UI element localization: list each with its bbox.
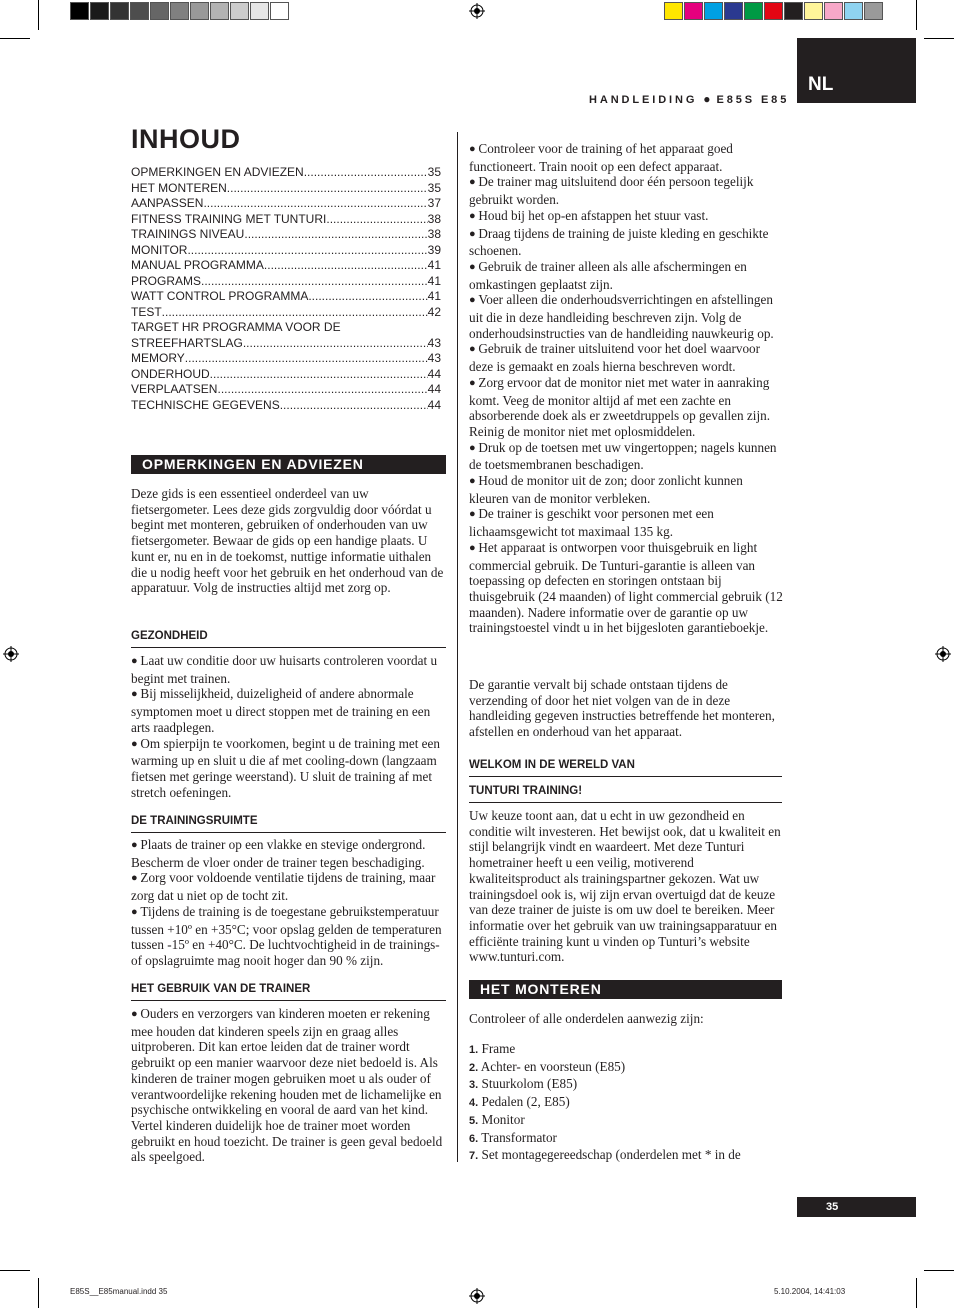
welkom-text: Uw keuze toont aan, dat u echt in uw gezondheid en conditie wilt investeren. Het bewijst ook, dat u kwaliteit en stijl belangrijk vindt en waardeert. Met deze Tunturi hometrainer heeft u een veilig, motiverend kwaliteitsproduct als trainingspartner gekozen. Wat uw trainingsdoel ook is, wij zijn ervan overtuigd dat de keuze van deze trainer de juiste is om uw doel te bereiken. Meer informatie over het gebruik van uw trainingsapparatuur en efficiënte training kunt u vinden op Tunturi’s website www.tunturi.com. xyxy=(469,808,781,965)
list-item xyxy=(469,226,785,259)
list-item-text: Om spierpijn te voorkomen, begint u de training met een warming up en sluit u die af met cooling-down (langzaam fietsen met geringe weerstand). U sluit de training af met stretch oefeningen. xyxy=(131,735,440,800)
bullet-icon: ● xyxy=(469,475,479,488)
list-item xyxy=(131,837,447,870)
bullet-icon: ● xyxy=(131,1008,141,1020)
toc-leader xyxy=(203,196,427,212)
gray-swatch xyxy=(210,2,229,20)
crop-mark xyxy=(916,0,917,30)
registration-mark-icon xyxy=(469,1288,485,1304)
toc-label: VERPLAATSEN xyxy=(131,382,218,396)
welkom-paragraph xyxy=(469,808,785,965)
intro-paragraph xyxy=(131,486,447,596)
list-item-text: Houd bij het op-en afstappen het stuur vast. xyxy=(478,207,709,223)
gezondheid-list xyxy=(131,653,447,800)
bullet-icon: ● xyxy=(131,839,141,851)
toc-page: 41 xyxy=(427,273,441,288)
page-title: INHOUD xyxy=(131,124,241,154)
bullet-icon: ● xyxy=(131,872,141,885)
toc-leader xyxy=(304,165,428,181)
subheading-welkom: WELKOM IN DE WERELD VAN xyxy=(469,759,782,777)
list-item-text: Druk op de toetsen met uw vingertoppen; nagels kunnen de toetsmembranen beschadigen. xyxy=(469,439,777,473)
toc-label: AANPASSEN xyxy=(131,196,204,210)
list-item-text: Houd de monitor uit de zon; door zonlicht kunnen kleuren van de monitor verbleken. xyxy=(469,473,743,506)
toc-leader xyxy=(326,212,427,228)
toc-page: 35 xyxy=(427,165,441,179)
part-number: 3. xyxy=(469,1079,479,1092)
toc-entry xyxy=(131,165,441,181)
toc-entry xyxy=(131,243,441,259)
gray-swatch xyxy=(110,2,129,20)
toc-leader xyxy=(201,274,428,290)
toc-leader xyxy=(227,181,428,197)
toc-page: 42 xyxy=(427,304,441,319)
list-item xyxy=(469,375,785,440)
bullet-icon: ● xyxy=(469,376,479,389)
part-label: Stuurkolom (E85) xyxy=(481,1076,578,1092)
crop-mark xyxy=(916,1278,917,1308)
toc-label: PROGRAMS xyxy=(131,273,202,288)
running-head xyxy=(589,92,789,106)
part-number: 4. xyxy=(469,1097,479,1110)
crop-mark xyxy=(38,0,39,30)
registration-mark-icon xyxy=(469,3,485,19)
part-label: Set montagegereedschap (onderdelen met * in de xyxy=(481,1147,741,1163)
part-item xyxy=(469,1041,785,1059)
part-item xyxy=(469,1059,785,1077)
list-item xyxy=(131,736,447,801)
part-label: Frame xyxy=(481,1041,516,1056)
trainingsruimte-list xyxy=(131,837,447,969)
table-of-contents xyxy=(131,165,441,413)
bullet-icon: ● xyxy=(703,92,711,106)
toc-label: HET MONTEREN xyxy=(131,180,227,195)
color-swatch xyxy=(684,2,703,20)
toc-label: ONDERHOUD xyxy=(131,366,210,381)
part-item xyxy=(469,1094,785,1112)
subheading-trainingsruimte: DE TRAININGSRUIMTE xyxy=(131,815,446,833)
color-swatch xyxy=(824,2,843,20)
toc-leader xyxy=(280,398,428,414)
list-item-text: Laat uw conditie door uw huisarts controleren voordat u begint met trainen. xyxy=(131,653,438,686)
part-item xyxy=(469,1076,785,1094)
monteren-intro xyxy=(469,1011,785,1027)
toc-leader xyxy=(243,336,428,352)
footer-timestamp: 5.10.2004, 14:41:03 xyxy=(774,1287,846,1296)
part-label: Transformator xyxy=(481,1129,557,1145)
list-item-text: Zorg voor voldoende ventilatie tijdens de training, maar zorg dat u niet op de tocht zit. xyxy=(131,870,436,904)
toc-leader xyxy=(217,382,427,398)
gray-swatch xyxy=(150,2,169,20)
toc-entry xyxy=(131,227,441,243)
gray-swatch xyxy=(250,2,269,20)
subheading-gezondheid: GEZONDHEID xyxy=(131,630,446,648)
toc-entry xyxy=(131,274,441,290)
list-item-text: Draag tijdens de training de juiste kleding en geschikte schoenen. xyxy=(469,225,769,259)
bullet-icon: ● xyxy=(469,143,479,155)
toc-leader xyxy=(185,351,428,367)
toc-page: 41 xyxy=(427,289,441,303)
toc-label: WATT CONTROL PROGRAMMA xyxy=(131,289,309,303)
bullet-icon: ● xyxy=(469,209,479,222)
toc-page: 38 xyxy=(427,227,441,241)
color-swatch xyxy=(784,2,803,20)
list-item-text: Plaats de trainer op een vlakke en stevige ondergrond. Bescherm de vloer onder de trainer tegen beschadiging. xyxy=(131,837,426,870)
list-item-text: Het apparaat is ontworpen voor thuisgebruik en light commercial gebruik. De Tunturi-garantie is alleen van toepassing op defecten en storingen ontstaan bij thuisgebruik (24 maanden) of light commercial gebruik (12 maanden). Nadere informatie over de garantie op uw trainingstoestel vindt u in het bijgesloten garantieboekje. xyxy=(469,539,783,636)
toc-leader xyxy=(162,305,428,321)
toc-page: 43 xyxy=(427,351,441,365)
color-swatch xyxy=(864,2,883,20)
color-swatch xyxy=(724,2,743,20)
part-item xyxy=(469,1147,785,1165)
gebruik-list xyxy=(131,1006,447,1165)
toc-entry xyxy=(131,382,441,398)
registration-mark-icon xyxy=(3,646,19,662)
toc-label: STREEFHARTSLAG xyxy=(131,335,243,350)
gray-swatch xyxy=(130,2,149,20)
bullet-icon: ● xyxy=(469,541,479,554)
toc-entry xyxy=(131,196,441,212)
list-item xyxy=(469,259,785,292)
column-divider xyxy=(457,132,458,1162)
toc-leader xyxy=(187,243,427,259)
gray-ramp-color-bar xyxy=(70,2,290,20)
list-item xyxy=(469,208,785,226)
gray-swatch xyxy=(230,2,249,20)
process-color-bar xyxy=(664,2,884,20)
toc-page: 41 xyxy=(427,258,441,272)
crop-mark xyxy=(924,1270,954,1271)
part-label: Achter- en voorsteun (E85) xyxy=(480,1058,626,1074)
bullet-icon: ● xyxy=(131,688,141,701)
toc-leader xyxy=(244,227,427,243)
list-item xyxy=(469,473,785,506)
subheading-tunturi-training: TUNTURI TRAINING! xyxy=(469,785,782,803)
toc-page: 44 xyxy=(427,382,441,396)
list-item xyxy=(469,141,785,174)
section-heading-opmerkingen: OPMERKINGEN EN ADVIEZEN xyxy=(131,455,446,474)
toc-page: 38 xyxy=(427,211,441,226)
toc-page: 37 xyxy=(427,196,441,210)
toc-label: MEMORY xyxy=(131,351,185,365)
bullet-icon: ● xyxy=(469,508,479,521)
list-item xyxy=(469,174,785,207)
list-item-text: De trainer is geschikt voor personen met een lichaamsgewicht tot maximaal 135 kg. xyxy=(469,506,714,540)
list-item xyxy=(131,870,447,903)
color-swatch xyxy=(764,2,783,20)
footer-filename: E85S__E85manual.indd 35 xyxy=(70,1287,168,1296)
list-item xyxy=(469,540,785,636)
garantie-paragraph xyxy=(469,677,785,740)
toc-entry xyxy=(131,305,441,321)
toc-entry xyxy=(131,398,441,414)
part-item xyxy=(469,1112,785,1130)
list-item xyxy=(131,686,447,735)
bullet-icon: ● xyxy=(469,294,479,307)
list-item-text: Gebruik de trainer uitsluitend voor het doel waarvoor deze is gemaakt en zoals hierna beschreven wordt. xyxy=(469,341,761,375)
bullet-icon: ● xyxy=(469,227,479,240)
color-swatch xyxy=(744,2,763,20)
toc-entry xyxy=(131,212,441,228)
bullet-icon: ● xyxy=(131,655,141,667)
toc-page: 39 xyxy=(427,242,441,257)
crop-mark xyxy=(0,1270,30,1271)
list-item xyxy=(469,440,785,473)
toc-entry xyxy=(131,320,441,336)
list-item xyxy=(131,653,447,686)
part-number: 5. xyxy=(469,1114,479,1127)
toc-label: MONITOR xyxy=(131,242,188,257)
gray-swatch xyxy=(70,2,89,20)
list-item xyxy=(469,292,785,341)
toc-page: 43 xyxy=(427,335,441,350)
toc-entry xyxy=(131,258,441,274)
language-tab xyxy=(797,38,916,103)
toc-page: 35 xyxy=(427,180,441,195)
toc-label: TRAININGS NIVEAU xyxy=(131,227,245,241)
running-head-title: HANDLEIDING xyxy=(589,94,698,106)
gray-swatch xyxy=(190,2,209,20)
bullet-icon: ● xyxy=(469,260,479,273)
part-label: Pedalen (2, E85) xyxy=(481,1094,570,1110)
toc-label: FITNESS TRAINING MET TUNTURI xyxy=(131,211,327,226)
crop-mark xyxy=(38,1278,39,1308)
monteren-intro-text: Controleer of alle onderdelen aanwezig zijn: xyxy=(469,1011,704,1026)
toc-entry xyxy=(131,367,441,383)
language-code: NL xyxy=(808,74,834,95)
list-item-text: Zorg ervoor dat de monitor niet met water in aanraking komt. Veeg de monitor altijd af met een zachte en absorberende doek als er zweetdruppels op gevallen zijn. Reinig de monitor niet met oplosmiddelen. xyxy=(469,374,770,439)
toc-entry xyxy=(131,336,441,352)
toc-entry xyxy=(131,289,441,305)
toc-page: 44 xyxy=(427,397,441,412)
list-item-text: Tijdens de training is de toegestane gebruikstemperatuur tussen +10º en +35°C; voor opslag gelden de temperaturen tussen -15º en +40°C. De luchtvochtigheid in de trainings- of opslagruimte mag nooit hoger dan 90 % zijn. xyxy=(131,903,442,968)
list-item-text: Voer alleen die onderhoudsverrichtingen en afstellingen uit die in deze handleiding beschreven zijn. Volg de onderhoudsinstructies van de handleiding nauwkeurig op. xyxy=(469,292,774,341)
toc-label: OPMERKINGEN EN ADVIEZEN xyxy=(131,165,304,179)
list-item xyxy=(469,506,785,539)
page-number: 35 xyxy=(797,1197,916,1217)
toc-leader xyxy=(210,367,428,383)
toc-leader xyxy=(264,258,428,274)
toc-leader xyxy=(308,289,427,305)
list-item xyxy=(469,341,785,374)
toc-label: TEST xyxy=(131,304,162,319)
safety-list xyxy=(469,141,785,636)
part-item xyxy=(469,1130,785,1148)
registration-mark-icon xyxy=(935,646,951,662)
part-number: 1. xyxy=(469,1044,479,1056)
garantie-text: De garantie vervalt bij schade ontstaan tijdens de verzending of door het niet volgen van de in deze handleiding gegeven instructies betreffende het monteren, afstellen en onderhoud van het apparaat. xyxy=(469,677,775,740)
bullet-icon: ● xyxy=(469,343,479,356)
subheading-gebruik: HET GEBRUIK VAN DE TRAINER xyxy=(131,983,446,1001)
intro-text: Deze gids is een essentieel onderdeel van uw fietsergometer. Lees deze gids zorgvuldig door vóórdat u begint met monteren, gebruiken of onderhouden van uw fietsergometer. Bewaar de gids op een handige plaats. U kunt er, nu en in de toekomst, nuttige informatie uithalen die u nodig heeft voor het gebruik en het onderhoud van de apparatuur. Volg de instructies altijd met zorg op. xyxy=(131,486,444,596)
toc-entry xyxy=(131,351,441,367)
part-number: 2. xyxy=(469,1061,479,1074)
section-heading-monteren: HET MONTEREN xyxy=(469,980,782,999)
list-item-text: De trainer mag uitsluitend door één persoon tegelijk gebruikt worden. xyxy=(469,174,754,208)
part-number: 6. xyxy=(469,1132,479,1145)
color-swatch xyxy=(664,2,683,20)
bullet-icon: ● xyxy=(131,905,141,918)
list-item-text: Controleer voor de training of het apparaat goed functioneert. Train nooit op een defect apparaat. xyxy=(469,141,733,174)
bullet-icon: ● xyxy=(469,176,479,189)
crop-mark xyxy=(0,38,30,39)
toc-label: TECHNISCHE GEGEVENS xyxy=(131,397,280,412)
parts-list xyxy=(469,1041,785,1165)
toc-entry xyxy=(131,181,441,197)
gray-swatch xyxy=(170,2,189,20)
list-item-text: Ouders en verzorgers van kinderen moeten er rekening mee houden dat kinderen speels zijn en graag alles uitproberen. Dit kan ertoe leiden dat de trainer wordt gebruikt op een manier waarvoor deze niet bedoeld is. Als kinderen de trainer mogen gebruiken moet u als ouder of verantwoordelijke rekening houden met de lichamelijke en psychische ontwikkeling en vooral de aard van het kind. Vertel kinderen duidelijk hoe de trainer moet worden gebruikt en houd toezicht. De trainer is geen geval bedoeld als speelgoed. xyxy=(131,1006,443,1165)
toc-label: MANUAL PROGRAMMA xyxy=(131,258,264,272)
part-number: 7. xyxy=(469,1150,479,1163)
toc-page: 44 xyxy=(427,366,441,381)
bullet-icon: ● xyxy=(131,737,141,750)
list-item xyxy=(131,904,447,969)
list-item xyxy=(131,1006,447,1165)
color-swatch xyxy=(704,2,723,20)
gray-swatch xyxy=(90,2,109,20)
toc-label: TARGET HR PROGRAMMA VOOR DE xyxy=(131,320,341,334)
color-swatch xyxy=(844,2,863,20)
part-label: Monitor xyxy=(481,1111,525,1127)
crop-mark xyxy=(924,38,954,39)
gray-swatch xyxy=(270,2,289,20)
color-swatch xyxy=(804,2,823,20)
running-head-model: E85S E85 xyxy=(716,94,790,106)
bullet-icon: ● xyxy=(469,441,479,454)
list-item-text: Bij misselijkheid, duizeligheid of andere abnormale symptomen moet u direct stoppen met de training en een arts raadplegen. xyxy=(131,686,431,735)
list-item-text: Gebruik de trainer alleen als alle afschermingen en omkastingen geplaatst zijn. xyxy=(469,258,747,292)
